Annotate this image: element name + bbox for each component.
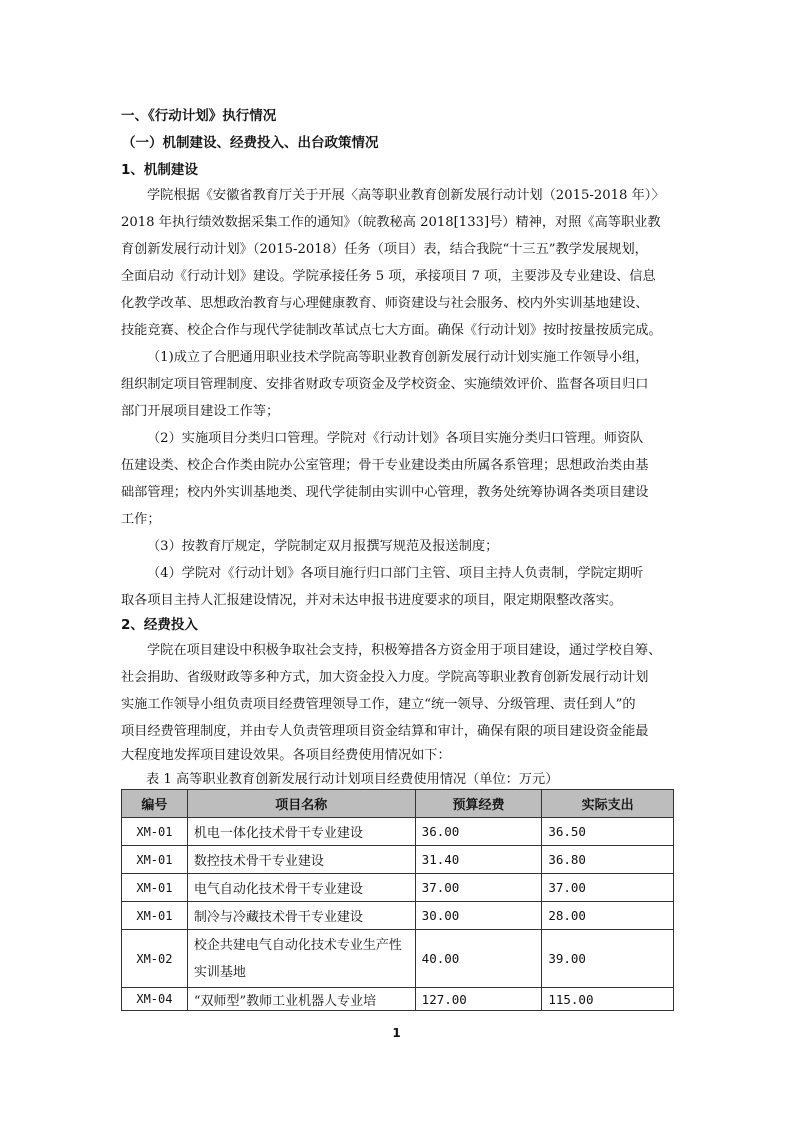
heading-execution: 一、《行动计划》执行情况: [121, 108, 277, 124]
cell-budget: 31.40: [415, 846, 542, 874]
text-line: （2）实施项目分类归口管理。学院对《行动计划》各项目实施分类归口管理。师资队: [147, 431, 644, 446]
cell-project-name: “双师型”教师工业机器人专业培: [187, 988, 415, 1011]
table-caption: 表 1 高等职业教育创新发展行动计划项目经费使用情况（单位：万元）: [146, 772, 559, 787]
text-line: 取各项目主持人汇报建设情况，并对未达申报书进度要求的项目，限定期限整改落实。: [121, 593, 623, 608]
table-row: [122, 846, 674, 874]
text-line: （4）学院对《行动计划》各项目施行归口部门主管、项目主持人负责制，学院定期听: [147, 566, 644, 581]
text-line: 2018 年执行绩效数据采集工作的通知》（皖教秘高 2018[133]号）精神，对照《高等职业教: [121, 215, 661, 230]
cell-project-name: 机电一体化技术骨干专业建设: [187, 818, 415, 846]
cell-project-name: 电气自动化技术骨干专业建设: [187, 874, 415, 902]
cell-budget: 37.00: [415, 874, 542, 902]
funding-table: [121, 789, 674, 1011]
cell-actual: 39.00: [542, 930, 674, 988]
text-line: 组织制定项目管理制度、安排省财政专项资金及学校资金、实施绩效评价、监督各项目归口: [121, 377, 649, 392]
table-header-row: [122, 790, 674, 818]
text-line: 育创新发展行动计划》（2015-2018）任务（项目）表，结合我院“十三五”教学发展规划，: [121, 242, 648, 257]
header-code: 编号: [122, 790, 188, 818]
table-row: [122, 902, 674, 930]
text-line: 伍建设类、校企合作类由院办公室管理；骨干专业建设类由所属各系管理；思想政治类由基: [121, 458, 649, 473]
heading-funding: 2、经费投入: [121, 617, 198, 633]
header-budget: 预算经费: [415, 790, 542, 818]
cell-project-name: 数控技术骨干专业建设: [187, 846, 415, 874]
table-row: [122, 818, 674, 846]
text-line: （3）按教育厅规定，学院制定双月报撰写规范及报送制度；: [147, 539, 499, 554]
heading-mechanism: 1、机制建设: [121, 162, 198, 178]
text-line: 实施工作领导小组负责项目经费管理领导工作，建立“统一领导、分级管理、责任到人”的: [121, 697, 636, 712]
cell-budget: 127.00: [415, 988, 542, 1011]
cell-project-name: 校企共建电气自动化技术专业生产性实训基地: [187, 930, 415, 988]
text-line: 学院在项目建设中积极争取社会支持，积极筹措各方资金用于项目建设，通过学校自筹、: [147, 643, 662, 658]
cell-code: XM-01: [122, 902, 188, 930]
cell-actual: 28.00: [542, 902, 674, 930]
text-line: 学院根据《安徽省教育厅关于开展〈高等职业教育创新发展行动计划（2015-2018 年）〉: [147, 188, 665, 203]
header-actual-spend: 实际支出: [542, 790, 674, 818]
text-line: （1)成立了合肥通用职业技术学院高等职业教育创新发展行动计划实施工作领导小组，: [147, 350, 649, 365]
text-line: 部门开展项目建设工作等；: [121, 404, 280, 419]
table-row: [122, 874, 674, 902]
text-line: 项目经费管理制度，并由专人负责管理项目资金结算和审计，确保有限的项目建设资金能最: [121, 724, 649, 739]
cell-actual: 36.80: [542, 846, 674, 874]
cell-code: XM-04: [122, 988, 188, 1011]
text-line: 工作；: [121, 512, 161, 527]
cell-project-name: 制冷与冷藏技术骨干专业建设: [187, 902, 415, 930]
cell-actual: 37.00: [542, 874, 674, 902]
cell-code: XM-01: [122, 874, 188, 902]
cell-actual: 36.50: [542, 818, 674, 846]
heading-mechanism-funding-policy: （一）机制建设、经费投入、出台政策情况: [122, 135, 379, 151]
text-line: 大程度地发挥项目建设效果。各项目经费使用情况如下：: [121, 748, 451, 763]
cell-budget: 36.00: [415, 818, 542, 846]
table-row: [122, 930, 674, 988]
cell-code: XM-02: [122, 930, 188, 988]
cell-budget: 40.00: [415, 930, 542, 988]
table-row: [122, 988, 674, 1011]
header-project-name: 项目名称: [187, 790, 415, 818]
text-line: 化教学改革、思想政治教育与心理健康教育、师资建设与社会服务、校内外实训基地建设、: [121, 296, 649, 311]
cell-actual: 115.00: [542, 988, 674, 1011]
cell-code: XM-01: [122, 846, 188, 874]
text-line: 社会捐助、省级财政等多种方式，加大资金投入力度。学院高等职业教育创新发展行动计划: [121, 670, 649, 685]
cell-code: XM-01: [122, 818, 188, 846]
text-line: 础部管理；校内外实训基地类、现代学徒制由实训中心管理，教务处统筹协调各类项目建设: [121, 485, 649, 500]
cell-budget: 30.00: [415, 902, 542, 930]
text-line: 全面启动《行动计划》建设。学院承接任务 5 项，承接项目 7 项，主要涉及专业建设、信息: [121, 269, 656, 284]
page-number: 1: [392, 1026, 401, 1040]
text-line: 技能竞赛、校企合作与现代学徒制改革试点七大方面。确保《行动计划》按时按量按质完成。: [121, 323, 662, 338]
